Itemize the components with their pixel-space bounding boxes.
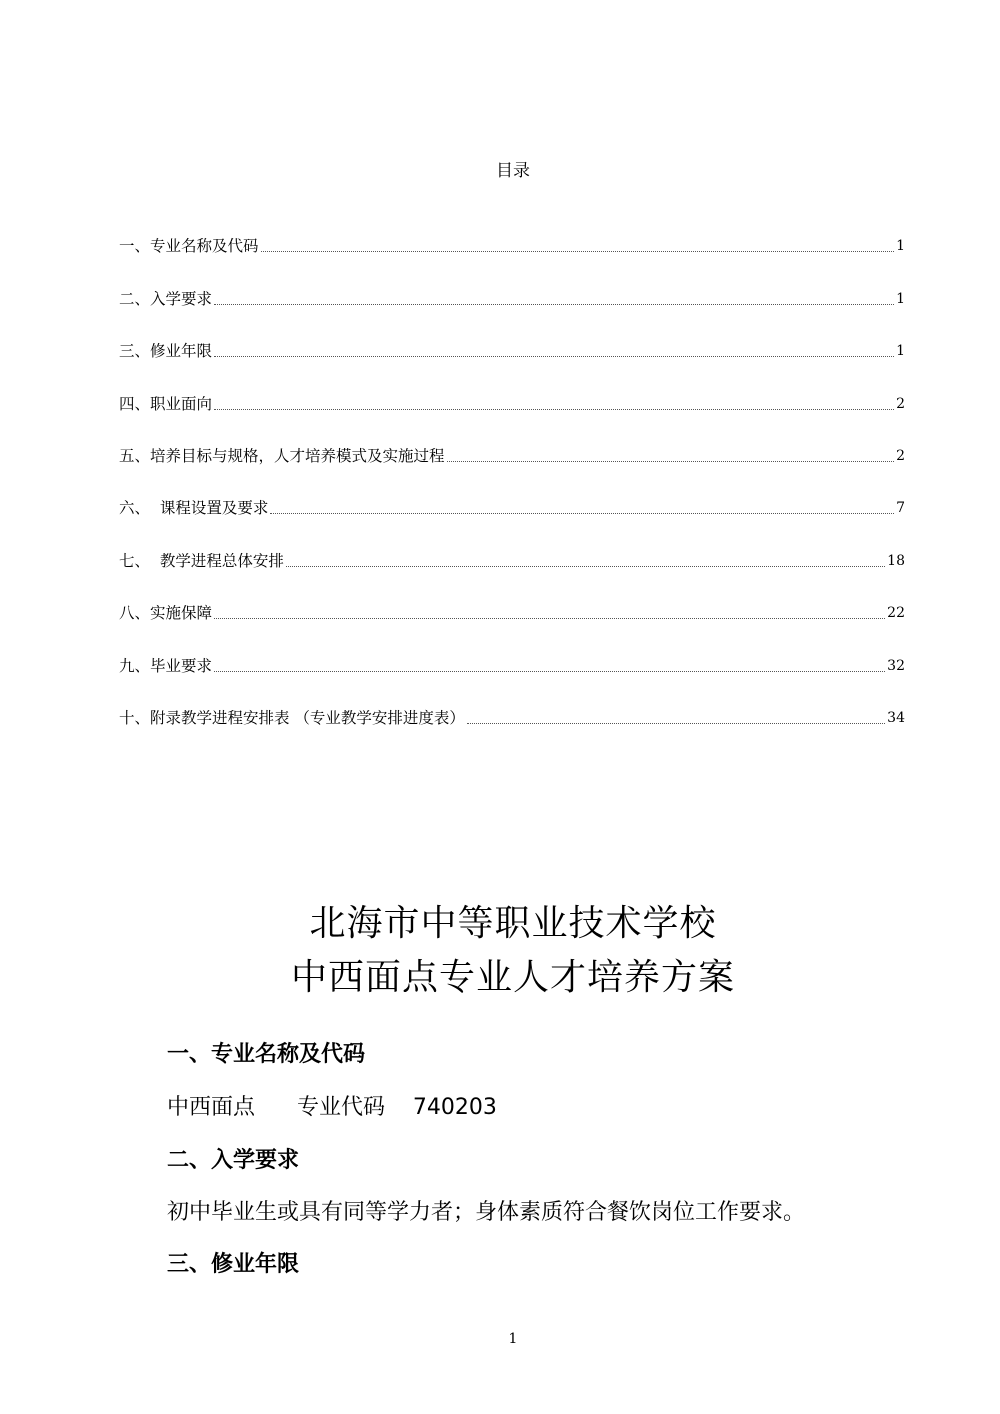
- section-admission-body: [167, 1198, 927, 1228]
- toc-entry-page: 1: [896, 290, 905, 307]
- toc-entry-page: 7: [896, 500, 905, 517]
- toc-entry-title: 五、培养目标与规格，人才培养模式及实施过程: [119, 446, 445, 465]
- toc-entry-2[interactable]: [119, 278, 905, 330]
- toc-dot-leader: [214, 671, 885, 672]
- toc-entry-3[interactable]: [119, 331, 905, 383]
- document-title: [0, 897, 1000, 1005]
- toc-entry-title: 四、职业面向: [119, 394, 213, 413]
- toc-entry-9[interactable]: [119, 645, 905, 697]
- toc-entry-title: 九、毕业要求: [119, 656, 213, 675]
- toc-entry-10[interactable]: [119, 698, 905, 750]
- toc-entry-title: 十、附录教学进程安排表 （专业教学安排进度表）: [119, 708, 465, 727]
- section-heading: 二、入学要求: [167, 1148, 300, 1173]
- toc-entry-page: 2: [896, 447, 905, 464]
- section-major-name: [167, 1040, 927, 1070]
- toc-entry-title: 六、 课程设置及要求: [119, 499, 269, 518]
- toc-entry-title: 三、修业年限: [119, 342, 213, 361]
- toc-dot-leader: [214, 409, 894, 410]
- toc-entry-title: 八、实施保障: [119, 604, 213, 623]
- toc-entry-1[interactable]: [119, 226, 905, 278]
- toc-dot-leader: [467, 723, 885, 724]
- toc-entry-5[interactable]: [119, 436, 905, 488]
- toc-entry-title: 一、专业名称及代码: [119, 237, 259, 256]
- toc-entry-title: 七、 教学进程总体安排: [119, 551, 284, 570]
- toc-entry-page: 1: [896, 238, 905, 255]
- section-heading: 三、修业年限: [167, 1252, 300, 1277]
- toc-entry-page: 18: [887, 552, 905, 569]
- toc-entry-7[interactable]: [119, 540, 905, 592]
- section-body: 中西面点 专业代码 740203: [167, 1095, 497, 1120]
- toc-dot-leader: [447, 461, 895, 462]
- toc-dot-leader: [214, 618, 885, 619]
- toc-entry-page: 2: [896, 395, 905, 412]
- toc-heading: 目录: [496, 161, 530, 181]
- toc-entry-8[interactable]: [119, 593, 905, 645]
- section-admission: [167, 1146, 927, 1176]
- table-of-contents: [119, 226, 905, 750]
- section-heading: 一、专业名称及代码: [167, 1042, 366, 1067]
- toc-entry-page: 22: [887, 605, 905, 622]
- toc-entry-page: 32: [887, 657, 905, 674]
- toc-dot-leader: [261, 251, 895, 252]
- page-number: 1: [508, 1331, 518, 1347]
- section-body: 初中毕业生或具有同等学力者；身体素质符合餐饮岗位工作要求。: [167, 1200, 806, 1225]
- section-duration: [167, 1250, 927, 1280]
- toc-dot-leader: [214, 356, 894, 357]
- section-major-name-body: [167, 1093, 927, 1123]
- toc-dot-leader: [214, 304, 894, 305]
- toc-entry-4[interactable]: [119, 383, 905, 435]
- document-title-line-1: 北海市中等职业技术学校: [309, 903, 717, 944]
- toc-entry-title: 二、入学要求: [119, 289, 213, 308]
- toc-entry-6[interactable]: [119, 488, 905, 540]
- toc-entry-page: 34: [887, 709, 905, 726]
- document-title-line-2: 中西面点专业人才培养方案: [290, 957, 735, 998]
- toc-dot-leader: [270, 513, 894, 514]
- toc-entry-page: 1: [896, 343, 905, 360]
- toc-dot-leader: [286, 566, 885, 567]
